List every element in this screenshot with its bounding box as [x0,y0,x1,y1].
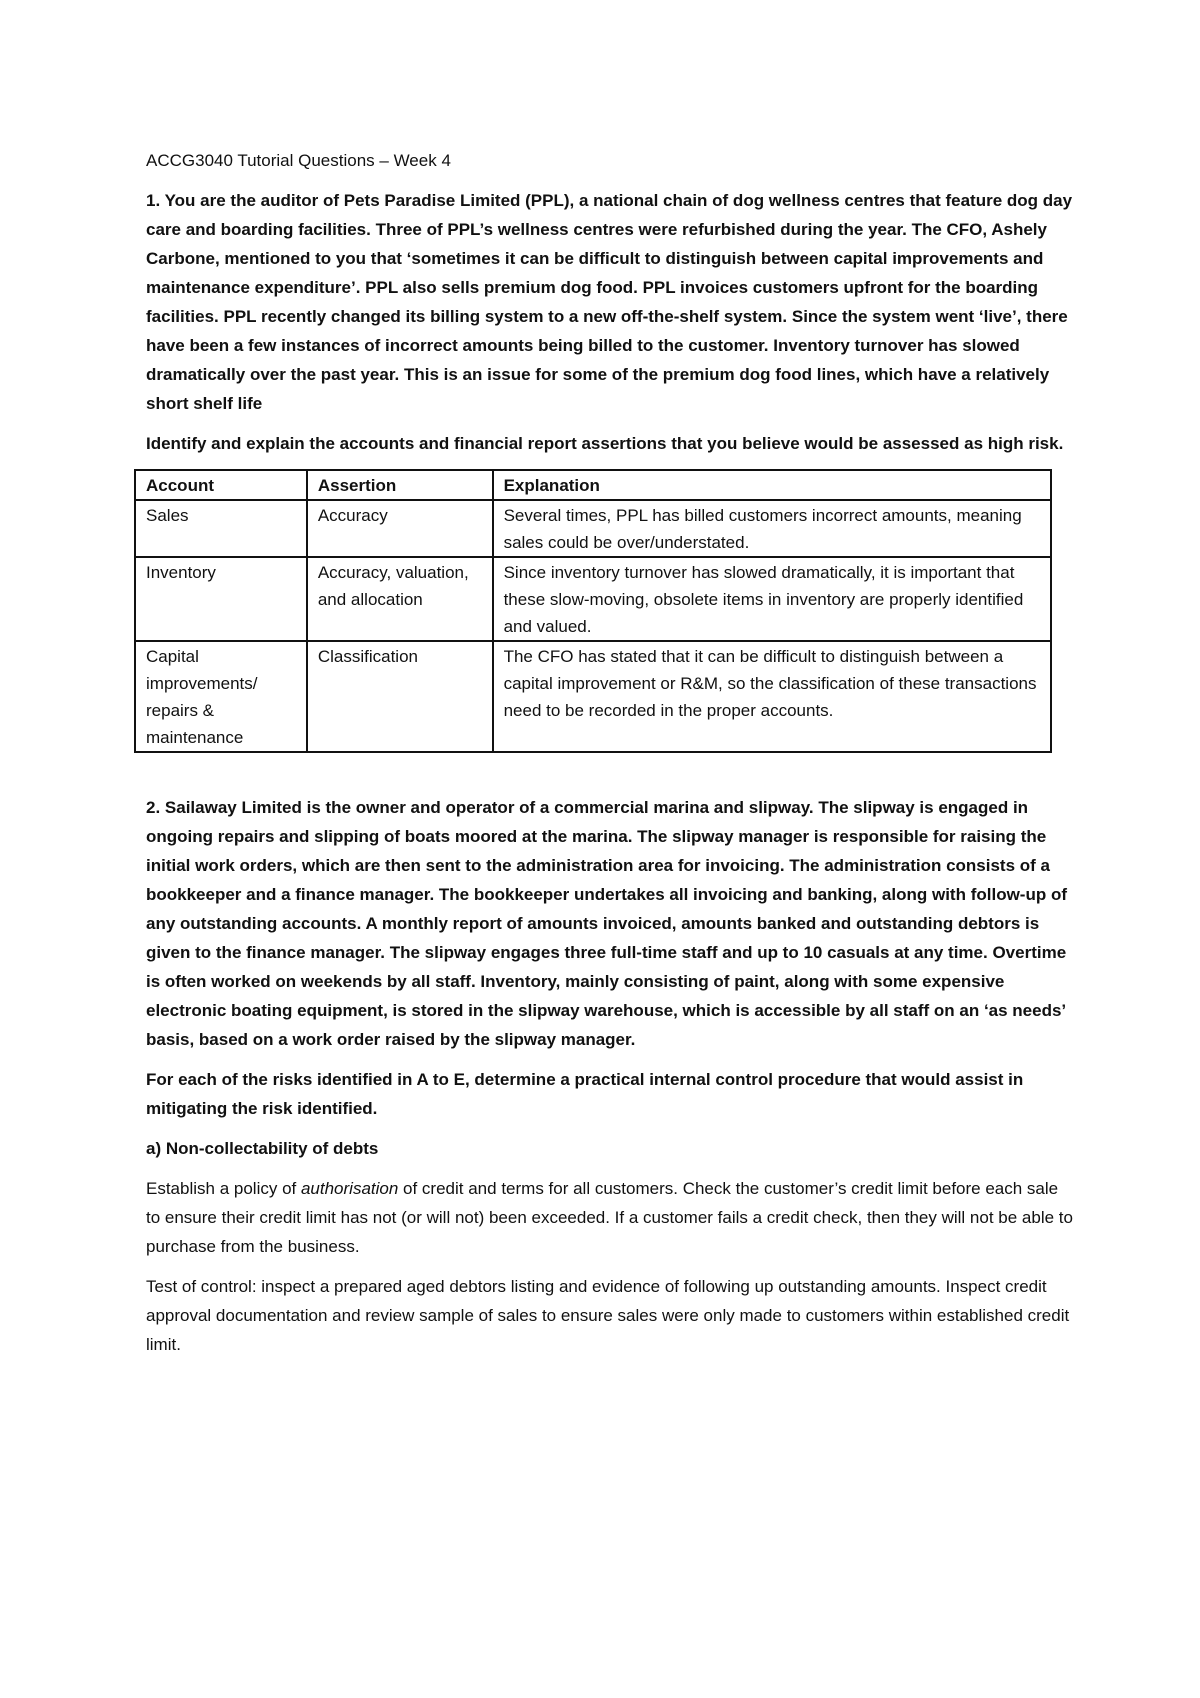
table-header-row [135,470,1051,500]
document-title: ACCG3040 Tutorial Questions – Week 4 [146,151,451,170]
header-explanation: Explanation [493,470,1051,500]
header-assertion: Assertion [307,470,493,500]
table-row [135,641,1051,752]
table-row [135,557,1051,641]
cell-explanation: Since inventory turnover has slowed dramatically, it is important that these slow-moving, obsolete items in inventory are properly identified and valued. [493,557,1051,641]
part-a-answer-end: of credit and terms for all customers. Check the customer’s credit limit before each sale to ensure their credit limit has not (or will not) been exceeded. If a customer fails a credit check, then they will not be able to purchase from the business. [146,1179,1073,1256]
table-row [135,500,1051,557]
cell-explanation: Several times, PPL has billed customers incorrect amounts, meaning sales could be over/understated. [493,500,1051,557]
cell-assertion: Accuracy, valuation, and allocation [307,557,493,641]
question-1-text: 1. You are the auditor of Pets Paradise Limited (PPL), a national chain of dog wellness centres that feature dog day care and boarding facilities. Three of PPL’s wellness centres were refurbished during the year. The CFO, Ashely Carbone, mentioned to you that ‘sometimes it can be difficult to distinguish between capital improvements and maintenance expenditure’. PPL also sells premium dog food. PPL invoices customers upfront for the boarding facilities. PPL recently changed its billing system to a new off-the-shelf system. Since the system went ‘live’, there have been a few instances of incorrect amounts being billed to the customer. Inventory turnover has slowed dramatically over the past year. This is an issue for some of the premium dog food lines, which have a relatively short shelf life [146,191,1073,413]
cell-assertion: Accuracy [307,500,493,557]
part-a-heading: a) Non-collectability of debts [146,1139,379,1158]
assertions-table [134,469,1052,753]
cell-explanation: The CFO has stated that it can be difficult to distinguish between a capital improvement or R&M, so the classification of these transactions need to be recorded in the proper accounts. [493,641,1051,752]
question-2-text: 2. Sailaway Limited is the owner and operator of a commercial marina and slipway. The slipway is engaged in ongoing repairs and slipping of boats moored at the marina. The slipway manager is responsible for raising the initial work orders, which are then sent to the administration area for invoicing. The administration consists of a bookkeeper and a finance manager. The bookkeeper undertakes all invoicing and banking, along with follow-up of any outstanding accounts. A monthly report of amounts invoiced, amounts banked and outstanding debtors is given to the finance manager. The slipway engages three full-time staff and up to 10 casuals at any time. Overtime is often worked on weekends by all staff. Inventory, mainly consisting of paint, along with some expensive electronic boating equipment, is stored in the slipway warehouse, which is accessible by all staff on an ‘as needs’ basis, based on a work order raised by the slipway manager. [146,798,1067,1049]
part-a-test-of-control: Test of control: inspect a prepared aged debtors listing and evidence of following up outstanding amounts. Inspect credit approval documentation and review sample of sales to ensure sales were only made to customers within established credit limit. [146,1277,1070,1354]
part-a-answer [146,1174,1074,1261]
cell-account: Capital improvements/ repairs & maintenance [135,641,307,752]
header-account: Account [135,470,307,500]
part-a-answer-start: Establish a policy of [146,1179,301,1198]
cell-account: Sales [135,500,307,557]
cell-assertion: Classification [307,641,493,752]
cell-account: Inventory [135,557,307,641]
question-1-prompt: Identify and explain the accounts and financial report assertions that you believe would be assessed as high risk. [146,434,1064,453]
question-2-prompt: For each of the risks identified in A to E, determine a practical internal control procedure that would assist in mitigating the risk identified. [146,1070,1024,1118]
part-a-emphasis: authorisation [300,1179,399,1198]
